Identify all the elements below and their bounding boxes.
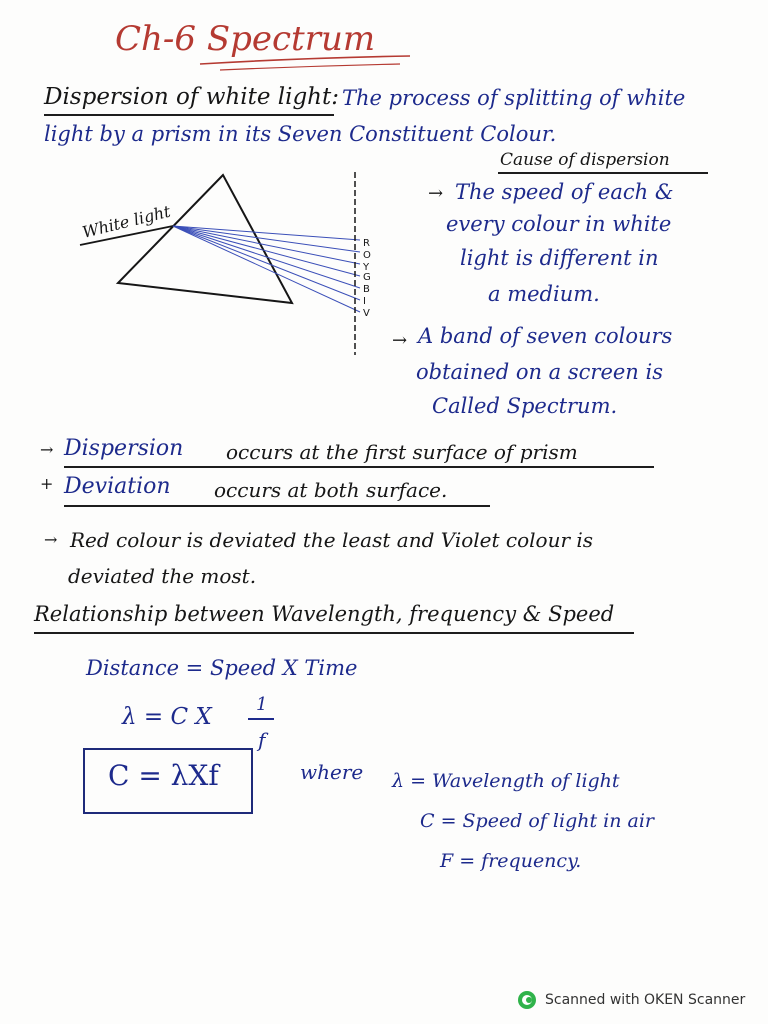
spectrum-line-2: obtained on a screen is xyxy=(416,360,663,384)
relationship-heading-underline xyxy=(34,632,634,634)
dispersion-heading-underline xyxy=(44,114,334,116)
prism-diagram xyxy=(70,160,390,360)
ray-label-o: O xyxy=(363,250,371,261)
dispersion-note-underline xyxy=(64,466,654,468)
red-violet-line-2: deviated the most. xyxy=(68,564,257,588)
cause-arrow: → xyxy=(428,183,444,204)
ray-label-v: V xyxy=(363,308,370,319)
cause-line-2: every colour in white xyxy=(446,212,672,236)
ray-label-g: G xyxy=(363,272,371,283)
scanner-watermark xyxy=(517,990,745,1010)
page-title: Ch-6 Spectrum xyxy=(115,19,376,59)
spectrum-line-3: Called Spectrum. xyxy=(432,394,618,418)
ray-label-y: Y xyxy=(363,262,370,273)
red-violet-line-1: Red colour is deviated the least and Violet colour is xyxy=(70,528,594,552)
dispersion-word: Dispersion xyxy=(64,436,184,461)
relationship-heading: Relationship between Wavelength, frequency & Speed xyxy=(34,602,615,626)
definition-text-line2: light by a prism in its Seven Constituent Colour. xyxy=(44,122,557,146)
deviation-word: Deviation xyxy=(64,474,171,499)
fraction-numerator: 1 xyxy=(256,694,268,715)
cause-heading: Cause of dispersion xyxy=(500,150,670,170)
fraction-denominator: f xyxy=(258,728,266,752)
wavelength-definition: λ = Wavelength of light xyxy=(392,770,620,792)
definition-text-line1: The process of splitting of white xyxy=(342,86,686,110)
cause-line-4: a medium. xyxy=(488,282,600,306)
note-arrow-3: → xyxy=(44,530,58,549)
frequency-definition: F = frequency. xyxy=(440,850,582,872)
dispersion-note: occurs at the first surface of prism xyxy=(226,440,578,464)
deviation-note-underline xyxy=(64,505,490,507)
cause-line-3: light is different in xyxy=(460,246,659,270)
where-label: where xyxy=(300,760,364,784)
cause-heading-underline xyxy=(498,172,708,174)
note-arrow-1: → xyxy=(40,440,54,459)
fraction-bar xyxy=(248,718,274,720)
boxed-formula: C = λXf xyxy=(108,759,219,792)
speed-definition: C = Speed of light in air xyxy=(420,810,654,832)
deviation-note: occurs at both surface. xyxy=(214,478,448,502)
spectrum-arrow: → xyxy=(392,330,408,351)
spectrum-line-1: A band of seven colours xyxy=(418,324,673,348)
note-arrow-2: + xyxy=(40,474,54,493)
scanner-logo-icon xyxy=(517,990,537,1010)
dispersion-heading: Dispersion of white light: xyxy=(44,84,339,110)
distance-equation: Distance = Speed X Time xyxy=(86,656,358,680)
lambda-equation: λ = C X xyxy=(122,704,212,730)
cause-line-1: The speed of each & xyxy=(455,180,674,204)
ray-label-b: B xyxy=(363,284,370,295)
ray-label-i: I xyxy=(363,296,366,307)
white-light-label: White light xyxy=(80,201,173,242)
scanner-watermark-text: Scanned with OKEN Scanner xyxy=(545,992,746,1008)
ray-label-r: R xyxy=(363,238,370,249)
